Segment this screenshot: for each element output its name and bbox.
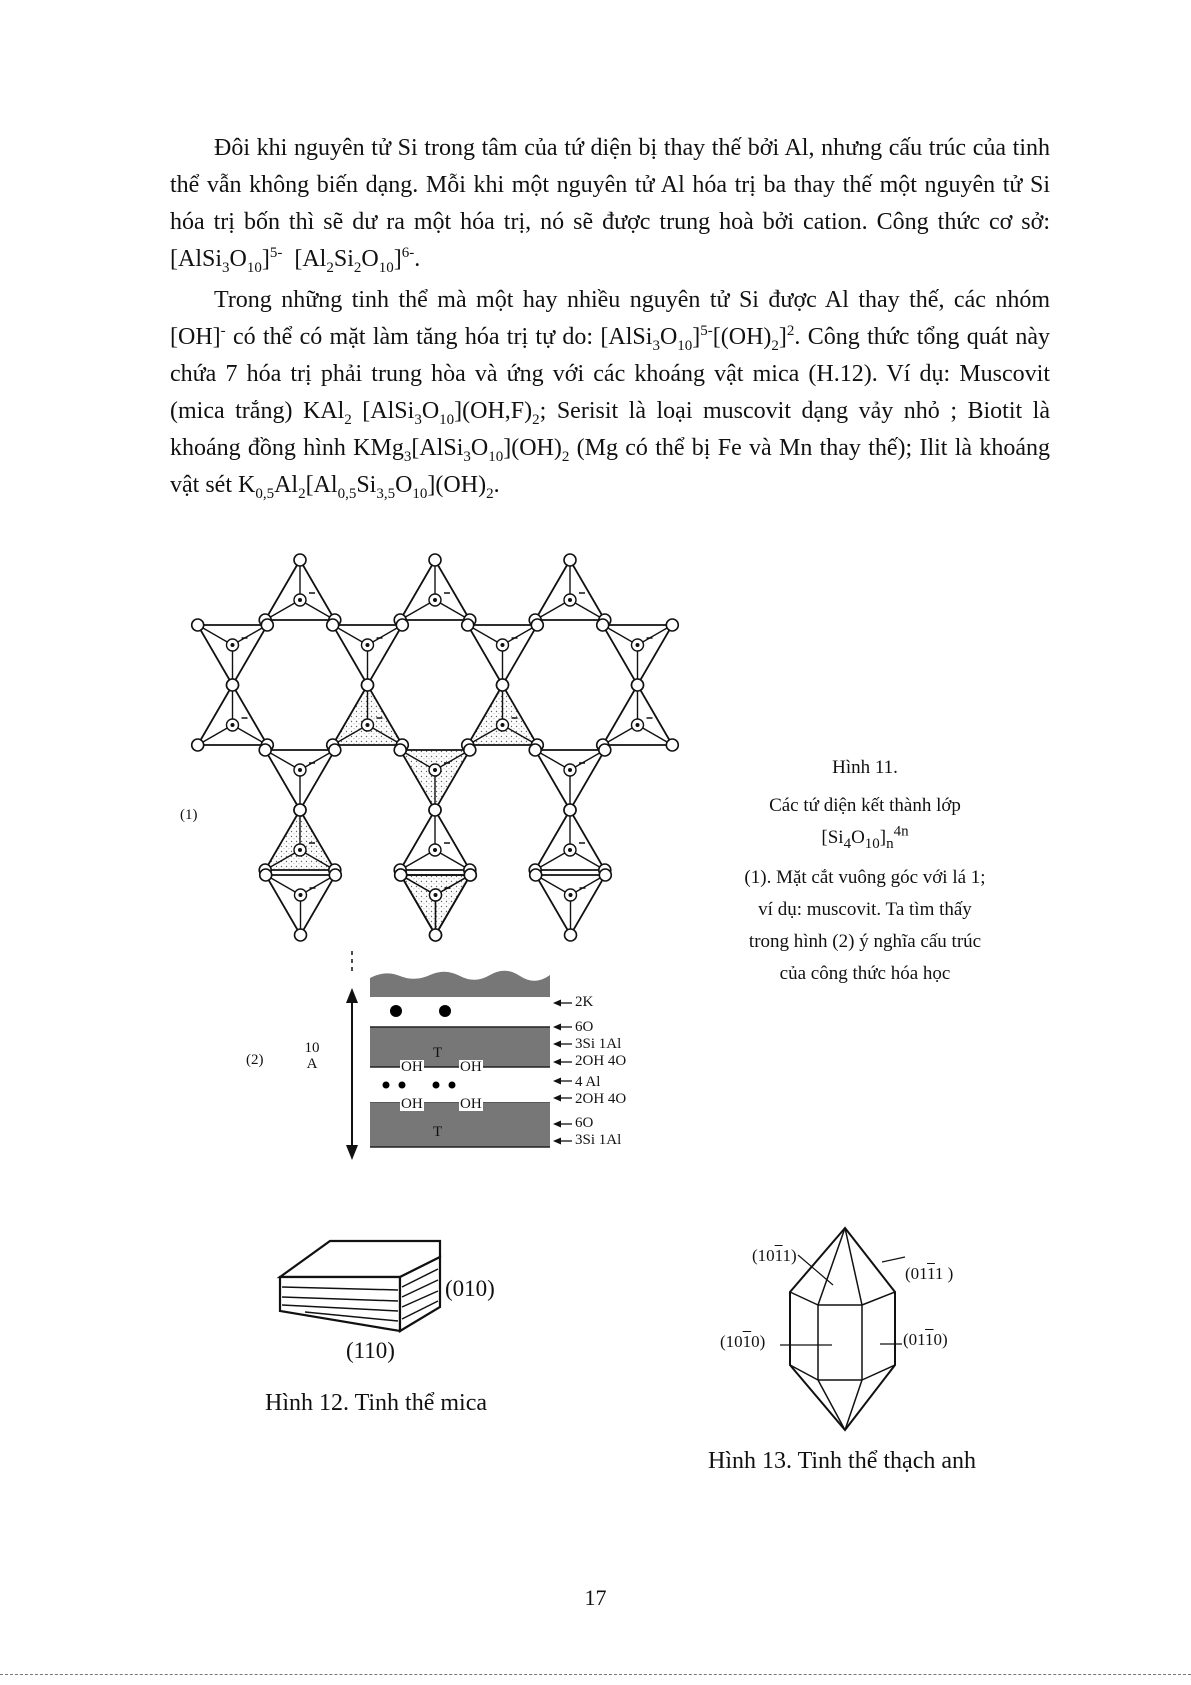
layer-arrow-icon bbox=[553, 1095, 561, 1102]
silicon-atom-dot bbox=[366, 723, 370, 727]
mica-front-face bbox=[280, 1277, 400, 1331]
silicon-atom-dot bbox=[568, 598, 572, 602]
oxygen-atom bbox=[599, 744, 611, 756]
oxygen-atom bbox=[464, 869, 476, 881]
layer-arrow-icon bbox=[553, 1024, 561, 1031]
layer-label: 2OH 4O bbox=[575, 1091, 627, 1107]
mica-face-110-label: (110) bbox=[346, 1338, 395, 1363]
layer-label: 2OH 4O bbox=[575, 1053, 627, 1069]
oxygen-atom bbox=[599, 869, 611, 881]
figure-12-caption: Hình 12. Tinh thể mica bbox=[265, 1390, 488, 1416]
oxygen-atom bbox=[564, 804, 576, 816]
quartz-face-01-10-label: (0110) bbox=[903, 1330, 948, 1349]
mica-crystal-diagram bbox=[270, 1235, 460, 1345]
oxygen-atom bbox=[294, 804, 306, 816]
oxygen-atom bbox=[329, 744, 341, 756]
oxygen-atom bbox=[329, 869, 341, 881]
silicon-atom-dot bbox=[434, 893, 438, 897]
layer-arrow-icon bbox=[553, 1059, 561, 1066]
layer-arrow-icon bbox=[553, 1000, 561, 1007]
layer-arrow-icon bbox=[553, 1121, 561, 1128]
oxygen-atom bbox=[597, 619, 609, 631]
oxygen-atom bbox=[327, 619, 339, 631]
silicon-atom-dot bbox=[299, 893, 303, 897]
oxygen-atom bbox=[666, 739, 678, 751]
layer-arrow-icon bbox=[553, 1138, 561, 1145]
figure-11-caption-title: Hình 11. bbox=[832, 757, 898, 778]
oxygen-atom bbox=[464, 744, 476, 756]
lower-t-label: T bbox=[433, 1124, 443, 1140]
oxygen-atom bbox=[565, 929, 577, 941]
al-atom bbox=[449, 1082, 456, 1089]
oxygen-atom bbox=[429, 804, 441, 816]
oh-label: OH bbox=[460, 1059, 482, 1075]
figure-11-caption-line1: Các tứ diện kết thành lớp bbox=[769, 795, 961, 816]
oxygen-atom bbox=[564, 554, 576, 566]
k-atom bbox=[439, 1005, 451, 1017]
oh-label: OH bbox=[460, 1096, 482, 1112]
al-atom bbox=[433, 1082, 440, 1089]
mica-face-010-label: (010) bbox=[445, 1276, 495, 1301]
oxygen-atom bbox=[462, 619, 474, 631]
layer-section-diagram bbox=[300, 945, 600, 1165]
page-number: 17 bbox=[584, 1585, 607, 1610]
layer-label: 4 Al bbox=[575, 1074, 601, 1090]
oxygen-atom bbox=[530, 869, 542, 881]
layer-label: 2K bbox=[575, 994, 594, 1010]
silicon-atom-dot bbox=[231, 643, 235, 647]
paragraph-2: Trong những tinh thể mà một hay nhiều nguyên tử Si được Al thay thế, các nhóm [OH]- có thể có mặt làm tăng hóa trị tự do: $[AlSi_3O_{10}]^{5-}[(OH)_2]^2$. Công thức tổng quát này chứa 7 hóa trị phải trung hòa và ứng với các khoáng vật mica (H.12). Ví dụ: Muscovit (mica trắng) KAl$_2$ $[AlSi_3O_{10}](OH,F)_2$; Serisit là loại muscovit dạng vảy nhỏ ; Biotit là khoáng đồng hình $KMg_3[AlSi_3O_{10}](OH)_2$ (Mg có thể bị Fe và Mn thay thế); Ilit là khoáng vật sét $K_{0,5}Al_2[Al_{0,5}Si_{3,5}O_{10}](OH)_2$. bbox=[170, 287, 1051, 502]
oxygen-atom bbox=[429, 554, 441, 566]
silicon-atom-dot bbox=[231, 723, 235, 727]
layer-arrows bbox=[553, 1000, 572, 1145]
oxygen-atom bbox=[362, 679, 374, 691]
k-atom bbox=[390, 1005, 402, 1017]
silicon-atom-dot bbox=[501, 643, 505, 647]
oxygen-atom bbox=[394, 744, 406, 756]
quartz-face-10-11-label: (1011) bbox=[752, 1246, 797, 1265]
figure-11-caption-formula: $[Si_4O_{10}]_n^{4n}$ bbox=[821, 823, 909, 852]
oxygen-atom bbox=[295, 929, 307, 941]
oh-label: OH bbox=[401, 1096, 423, 1112]
scale-label: 10 A bbox=[304, 1040, 320, 1072]
oxygen-atom bbox=[529, 744, 541, 756]
quartz-face-10-10-label: (1010) bbox=[720, 1332, 766, 1351]
oxygen-atom bbox=[395, 869, 407, 881]
silicon-atom-dot bbox=[636, 723, 640, 727]
layer-arrow-icon bbox=[553, 1041, 561, 1048]
oxygen-atom bbox=[294, 554, 306, 566]
silicon-atom-dot bbox=[568, 768, 572, 772]
quartz-face-01-11-label: (0111 ) bbox=[905, 1264, 954, 1283]
oxygen-atom bbox=[259, 744, 271, 756]
silicon-atom-dot bbox=[636, 643, 640, 647]
oxygen-atom bbox=[396, 619, 408, 631]
layer-arrow-icon bbox=[553, 1078, 561, 1085]
silicon-atom-dot bbox=[433, 768, 437, 772]
top-layer bbox=[370, 971, 550, 997]
oxygen-atom bbox=[260, 869, 272, 881]
figure-11-caption-desc: (1). Mặt cắt vuông góc với lá 1; ví dụ: muscovit. Ta tìm thấy trong hình (2) ý nghĩa cấu trúc của công thức hóa học bbox=[744, 867, 986, 984]
silicon-atom-dot bbox=[298, 598, 302, 602]
figure-11-caption bbox=[735, 752, 995, 990]
layer-label: 6O bbox=[575, 1115, 594, 1131]
oxygen-atom bbox=[430, 929, 442, 941]
silicon-atom-dot bbox=[433, 598, 437, 602]
silicon-atom-dot bbox=[568, 848, 572, 852]
scale-arrow-down-icon bbox=[346, 1145, 358, 1160]
silicon-atom-dot bbox=[298, 848, 302, 852]
oxygen-atom bbox=[666, 619, 678, 631]
quartz-outline bbox=[790, 1228, 895, 1430]
silicon-atom-dot bbox=[366, 643, 370, 647]
oxygen-atom bbox=[632, 679, 644, 691]
silicon-atom-dot bbox=[298, 768, 302, 772]
bottom-rule bbox=[0, 1674, 1191, 1675]
silicon-atom-dot bbox=[569, 893, 573, 897]
figure-11-label-2: (2) bbox=[246, 1052, 264, 1068]
silicon-atom-dot bbox=[433, 848, 437, 852]
figure-11-label-1: (1) bbox=[180, 807, 198, 823]
upper-t-label: T bbox=[433, 1045, 443, 1061]
al-atom bbox=[383, 1082, 390, 1089]
oxygen-atom bbox=[192, 739, 204, 751]
layer-label: 6O bbox=[575, 1019, 594, 1035]
oxygen-atom bbox=[261, 619, 273, 631]
al-atom bbox=[399, 1082, 406, 1089]
paragraph-1: Đôi khi nguyên tử Si trong tâm của tứ diện bị thay thế bởi Al, nhưng cấu trúc của tinh thể vẫn không biến dạng. Mỗi khi một nguyên tử Al hóa trị ba thay thế một nguyên tử Si hóa trị bốn thì sẽ dư ra một hóa trị, nó sẽ được trung hoà bởi cation. Công thức cơ sở: $[AlSi_3O_{10}]^{5-}$ $[Al_2Si_2O_{10}]^{6-}$. bbox=[170, 135, 1050, 276]
oxygen-atom bbox=[531, 619, 543, 631]
figure-13-caption: Hình 13. Tinh thể thạch anh bbox=[708, 1448, 976, 1474]
oh-label: OH bbox=[401, 1059, 423, 1075]
scale-arrow-up-icon bbox=[346, 988, 358, 1003]
oxygen-atom bbox=[227, 679, 239, 691]
silicon-atom-dot bbox=[501, 723, 505, 727]
oxygen-atom bbox=[192, 619, 204, 631]
layer-label: 3Si 1Al bbox=[575, 1036, 622, 1052]
layer-label: 3Si 1Al bbox=[575, 1132, 622, 1148]
oxygen-atom bbox=[497, 679, 509, 691]
